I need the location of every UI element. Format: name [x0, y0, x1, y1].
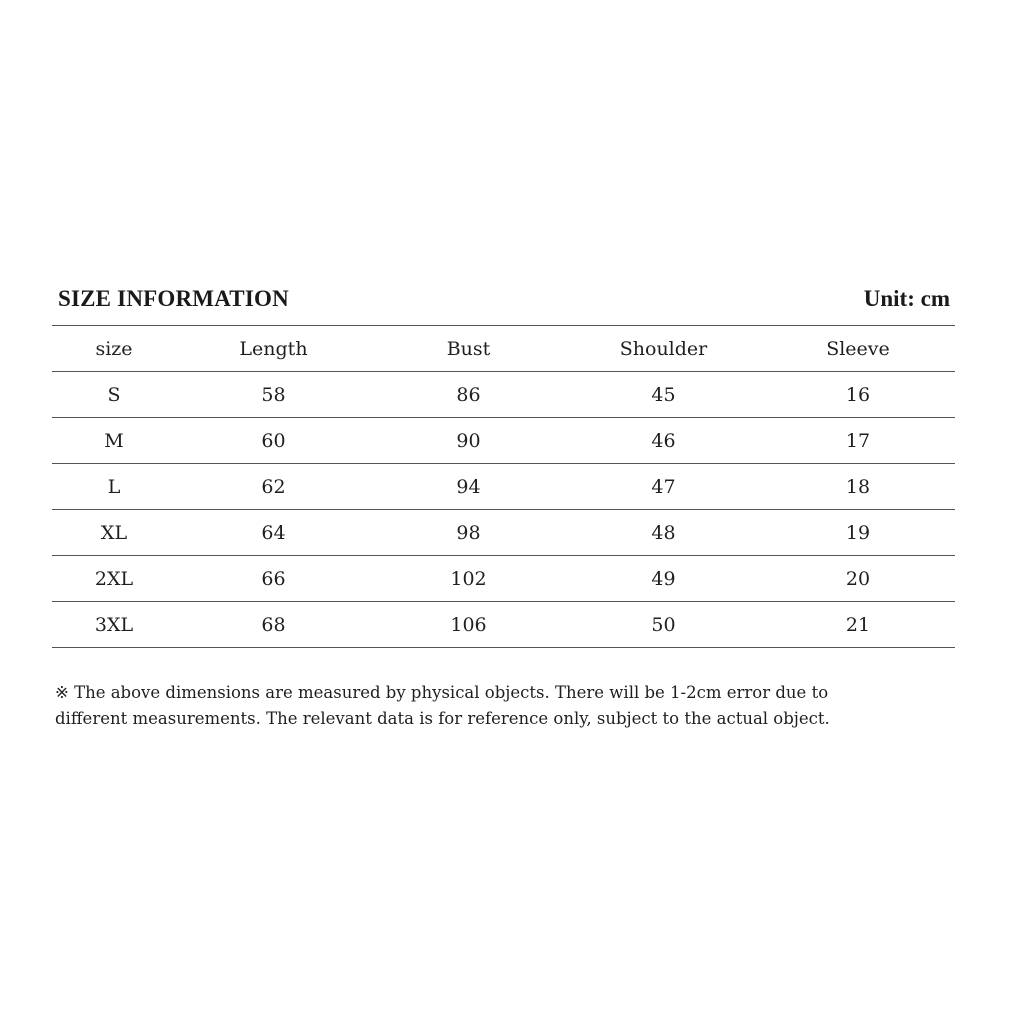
unit-label: Unit: cm	[863, 286, 950, 311]
cell-size: 2XL	[52, 556, 176, 602]
cell-length: 64	[176, 510, 371, 556]
cell-shoulder: 50	[566, 602, 761, 648]
cell-shoulder: 48	[566, 510, 761, 556]
column-header-sleeve: Sleeve	[761, 326, 955, 372]
cell-size: 3XL	[52, 602, 176, 648]
cell-length: 62	[176, 464, 371, 510]
cell-length: 66	[176, 556, 371, 602]
cell-sleeve: 17	[761, 418, 955, 464]
page-title: SIZE INFORMATION	[58, 286, 289, 311]
column-header-size: size	[52, 326, 176, 372]
cell-shoulder: 46	[566, 418, 761, 464]
size-table-header	[58, 286, 950, 318]
note-line-2: different measurements. The relevant data is for reference only, subject to the actual object.	[55, 709, 830, 728]
table-header-row	[52, 326, 955, 372]
cell-shoulder: 49	[566, 556, 761, 602]
cell-length: 58	[176, 372, 371, 418]
cell-bust: 102	[371, 556, 566, 602]
table-row	[52, 464, 955, 510]
table-row	[52, 418, 955, 464]
column-header-length: Length	[176, 326, 371, 372]
cell-size: XL	[52, 510, 176, 556]
measurement-note	[55, 680, 955, 732]
cell-sleeve: 16	[761, 372, 955, 418]
cell-size: S	[52, 372, 176, 418]
cell-shoulder: 45	[566, 372, 761, 418]
size-table	[52, 325, 955, 648]
cell-sleeve: 20	[761, 556, 955, 602]
cell-sleeve: 18	[761, 464, 955, 510]
cell-bust: 90	[371, 418, 566, 464]
table-row	[52, 602, 955, 648]
cell-bust: 98	[371, 510, 566, 556]
cell-bust: 86	[371, 372, 566, 418]
cell-length: 60	[176, 418, 371, 464]
cell-shoulder: 47	[566, 464, 761, 510]
cell-size: M	[52, 418, 176, 464]
cell-bust: 106	[371, 602, 566, 648]
cell-length: 68	[176, 602, 371, 648]
table-row	[52, 372, 955, 418]
note-line-1: ※ The above dimensions are measured by physical objects. There will be 1-2cm error due to	[55, 683, 829, 702]
column-header-shoulder: Shoulder	[566, 326, 761, 372]
table-row	[52, 556, 955, 602]
column-header-bust: Bust	[371, 326, 566, 372]
table-row	[52, 510, 955, 556]
cell-size: L	[52, 464, 176, 510]
cell-sleeve: 21	[761, 602, 955, 648]
cell-sleeve: 19	[761, 510, 955, 556]
cell-bust: 94	[371, 464, 566, 510]
